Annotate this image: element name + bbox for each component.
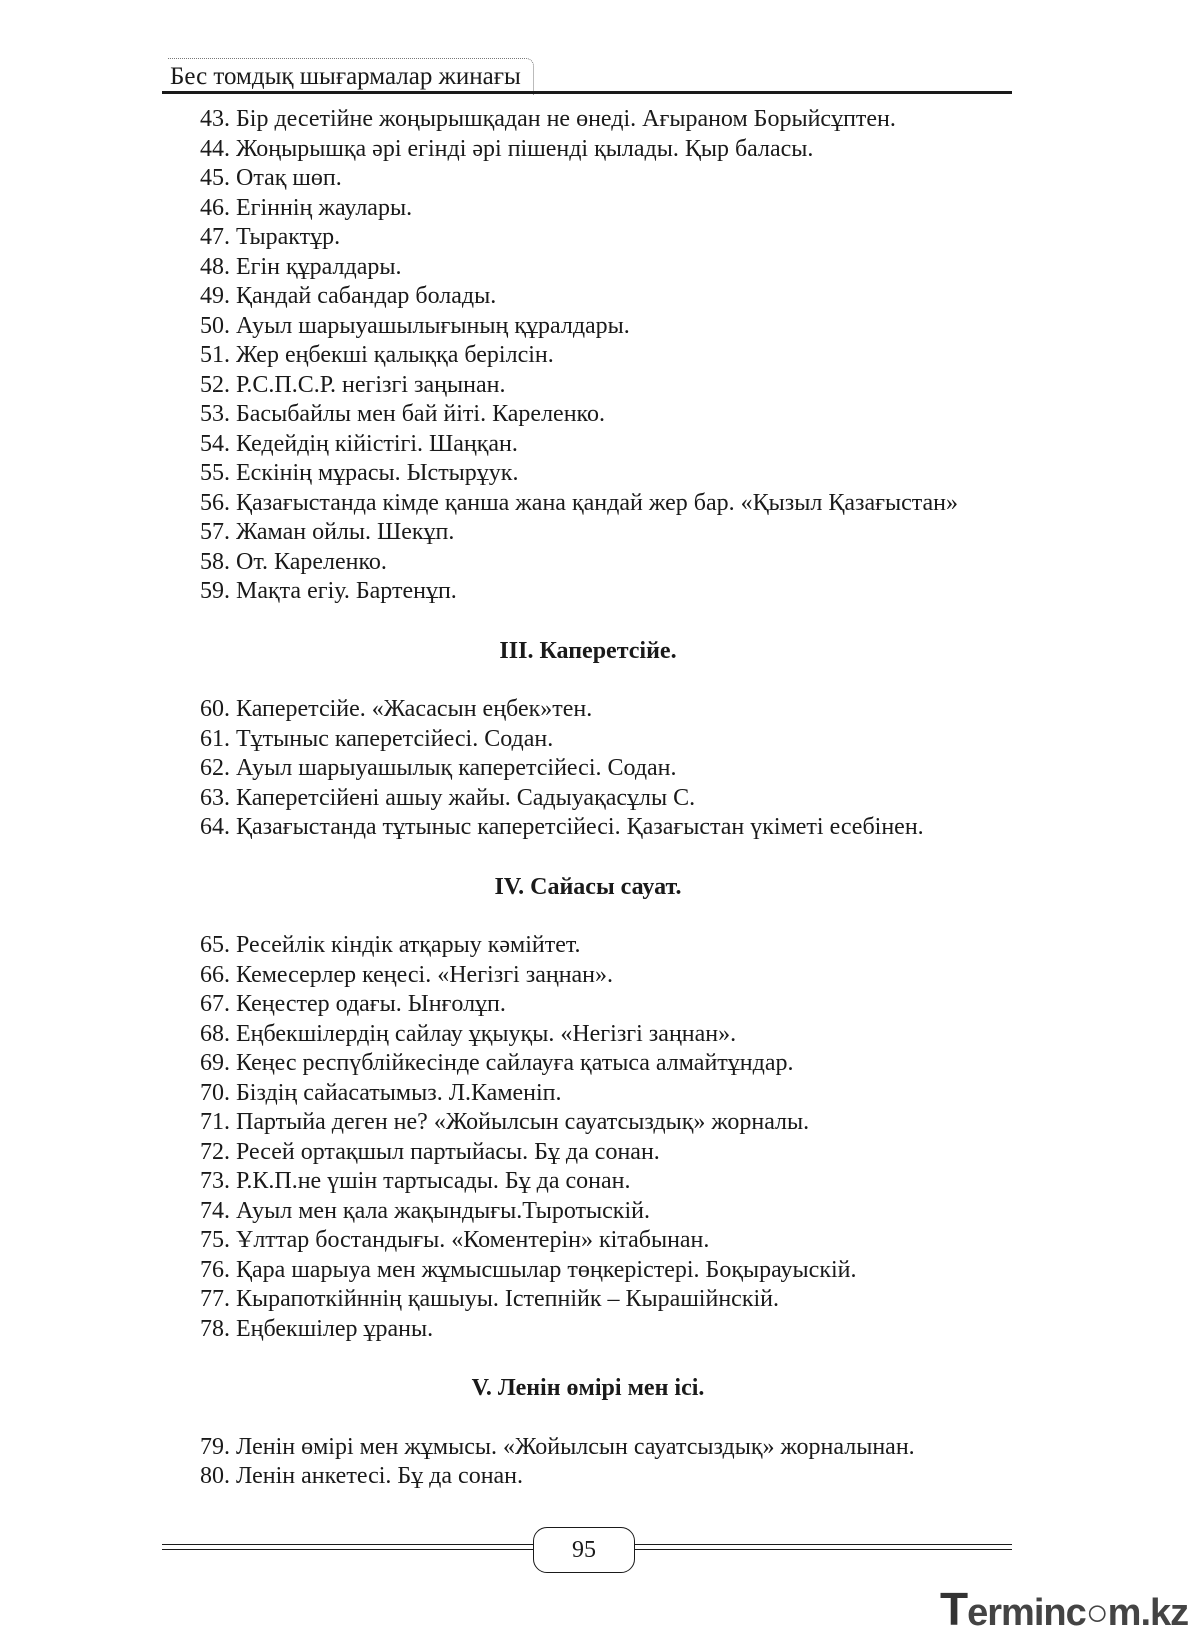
list-item: 52. Р.С.П.С.Р. негізгі заңынан. <box>200 371 506 398</box>
list-item: 44. Жоңырышқа әрі егінді әрі пішенді қылады. Қыр баласы. <box>200 135 814 162</box>
list-item: 75. Ұлттар бостандығы. «Коментерін» кітабынан. <box>200 1227 710 1253</box>
running-head: Бес томдық шығармалар жинағы <box>168 58 534 95</box>
list-item: 50. Ауыл шарыуашылығының құралдары. <box>200 312 630 339</box>
list-item: 62. Ауыл шарыуашылық каперетсійесі. Содан. <box>200 755 677 781</box>
watermark-logo <box>940 1582 1188 1636</box>
watermark-text: erminc○m.kz <box>967 1592 1188 1634</box>
list-item: 64. Қазағыстанда тұтыныс каперетсійесі. Қазағыстан үкіметі есебінен. <box>200 814 924 840</box>
page-body <box>162 105 1014 1492</box>
list-item: 66. Кемесерлер кеңесі. «Негізгі заңнан». <box>200 961 614 988</box>
list-item: 46. Егіннің жаулары. <box>200 194 413 221</box>
list-item: 76. Қара шарыуа мен жұмысшылар төңкерістері. Боқырауыскій. <box>200 1256 857 1283</box>
list-item: 69. Кеңес респүблійкесінде сайлауға қатыса алмайтұндар. <box>200 1050 794 1076</box>
list-item: 65. Ресейлік кіндік атқарыу кәмійтет. <box>200 932 581 958</box>
list-item: 77. Кырапоткійннің қашыуы. Істепнійк – Кырашійнскій. <box>200 1286 779 1312</box>
list-item: 49. Қандай сабандар болады. <box>200 283 497 309</box>
watermark-initial: T <box>940 1583 968 1635</box>
header-rule <box>162 91 1012 94</box>
list-item: 72. Ресей ортақшыл партыйасы. Бұ да сонан. <box>200 1138 660 1165</box>
list-item: 60. Каперетсійе. «Жасасын еңбек»тен. <box>200 696 593 722</box>
section-heading: IV. Сайасы сауат. <box>494 873 682 900</box>
list-item: 51. Жер еңбекші қалыққа берілсін. <box>200 342 554 368</box>
list-item: 80. Ленін анкетесі. Бұ да сонан. <box>200 1463 524 1489</box>
list-item: 59. Мақта егіу. Бартенұп. <box>200 578 457 604</box>
list-item: 73. Р.К.П.не үшін тартысады. Бұ да сонан. <box>200 1168 631 1194</box>
page-number: 95 <box>533 1527 635 1573</box>
list-item: 43. Бір десетійне жоңырышқадан не өнеді. Ағыраном Борыйсұптен. <box>200 106 896 132</box>
list-item: 70. Біздің сайасатымыз. Л.Каменіп. <box>200 1079 562 1106</box>
list-item: 48. Егін құралдары. <box>200 253 402 280</box>
list-item: 53. Басыбайлы мен бай йіті. Кареленко. <box>200 401 605 427</box>
list-item: 56. Қазағыстанда кімде қанша жана қандай жер бар. «Қызыл Қазағыстан» <box>200 489 959 516</box>
list-item: 63. Каперетсійені ашыу жайы. Садыуақасұлы С. <box>200 784 696 811</box>
list-item: 58. От. Кареленко. <box>200 548 387 575</box>
list-item: 61. Тұтыныс каперетсійесі. Содан. <box>200 725 554 752</box>
section-heading: V. Ленін өмірі мен ісі. <box>471 1375 705 1401</box>
list-item: 55. Ескінің мұрасы. Ыстырұук. <box>200 460 519 486</box>
list-item: 78. Еңбекшілер ұраны. <box>200 1315 434 1342</box>
section-heading: III. Каперетсійе. <box>499 637 677 664</box>
list-item: 67. Кеңестер одағы. Ынғолұп. <box>200 991 506 1017</box>
list-item: 79. Ленін өмірі мен жұмысы. «Жойылсын сауатсыздық» жорналынан. <box>200 1433 915 1460</box>
list-item: 47. Тырактұр. <box>200 224 341 250</box>
list-item: 68. Еңбекшілердің сайлау ұқыуқы. «Негізгі заңнан». <box>200 1020 737 1047</box>
list-item: 74. Ауыл мен қала жақындығы.Тыротыскій. <box>200 1197 650 1224</box>
list-item: 71. Партыйа деген не? «Жойылсын сауатсыздық» жорналы. <box>200 1109 810 1135</box>
list-item: 57. Жаман ойлы. Шекұп. <box>200 519 455 545</box>
list-item: 54. Кедейдің кійістігі. Шаңқан. <box>200 430 518 457</box>
list-item: 45. Отақ шөп. <box>200 165 342 191</box>
